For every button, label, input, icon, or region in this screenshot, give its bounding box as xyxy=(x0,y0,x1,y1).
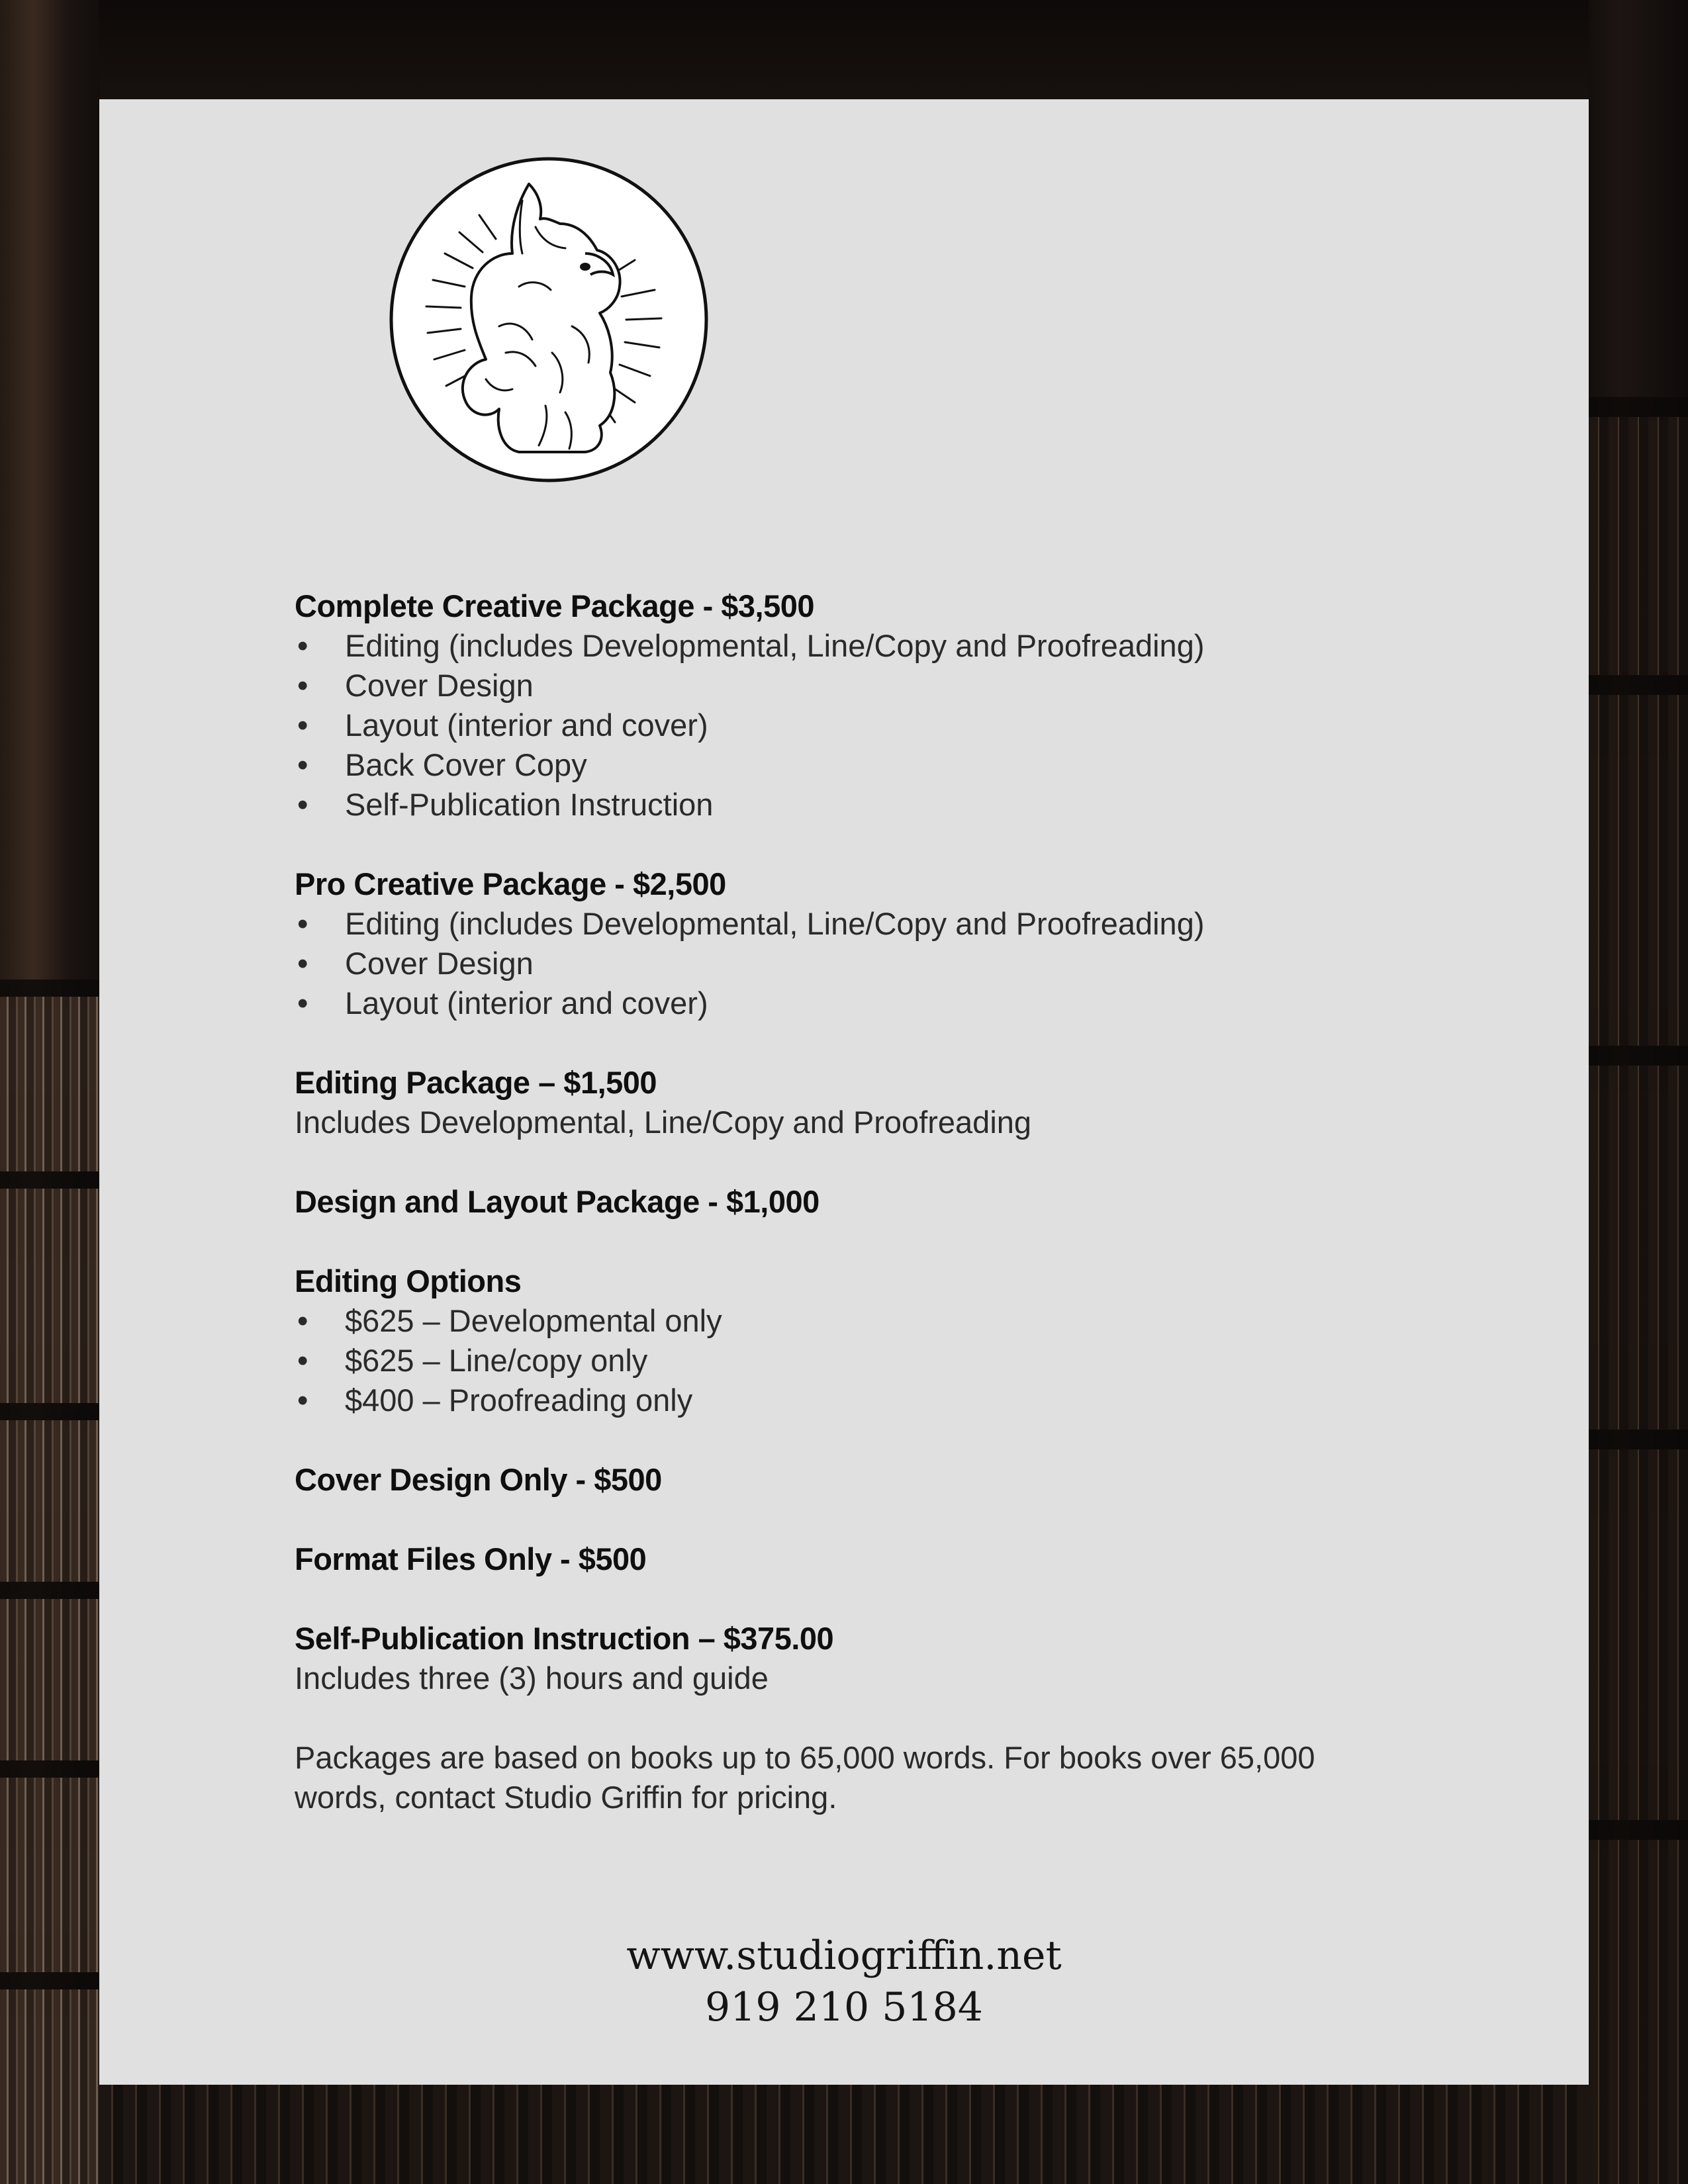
bullet-icon: • xyxy=(297,707,308,743)
bookshelf-right xyxy=(1589,397,1688,2184)
phone-number[interactable]: 919 210 5184 xyxy=(705,1984,983,2030)
list-item: • Editing (includes Developmental, Line/Copy and Proofreading) xyxy=(295,626,1420,666)
package-items xyxy=(295,904,1420,1023)
list-item: • Editing (includes Developmental, Line/Copy and Proofreading) xyxy=(295,904,1420,944)
bullet-icon: • xyxy=(297,1383,308,1418)
package-items xyxy=(295,626,1420,825)
griffin-seal-icon xyxy=(387,154,711,485)
brand-line-2 xyxy=(728,320,1157,473)
bullet-icon: • xyxy=(297,1343,308,1378)
bullet-icon: • xyxy=(297,668,308,703)
bullet-icon: • xyxy=(297,946,308,981)
bullet-icon: • xyxy=(297,787,308,822)
package-pro-creative xyxy=(295,864,1420,1023)
package-description: Includes Developmental, Line/Copy and Proofreading xyxy=(295,1105,1032,1140)
brand-wordmark xyxy=(728,162,1324,473)
package-title: Format Files Only - $500 xyxy=(295,1541,647,1576)
website-link[interactable]: www.studiogriffin.net xyxy=(626,1933,1062,1979)
package-self-publication xyxy=(295,1619,1420,1698)
contact-footer xyxy=(99,1931,1589,2032)
package-format-files xyxy=(295,1539,1420,1579)
list-item: • $625 – Developmental only xyxy=(295,1301,1420,1341)
package-title: Design and Layout Package - $1,000 xyxy=(295,1184,820,1219)
package-title: Self-Publication Instruction – $375.00 xyxy=(295,1621,834,1656)
bullet-icon: • xyxy=(297,628,308,663)
pricing-note: Packages are based on books up to 65,000 words. For books over 65,000 words, contact Studio Griffin for pricing. xyxy=(295,1740,1315,1815)
package-title: Editing Options xyxy=(295,1263,522,1298)
list-item: • Layout (interior and cover) xyxy=(295,983,1420,1023)
list-item: • Layout (interior and cover) xyxy=(295,705,1420,745)
package-cover-design xyxy=(295,1460,1420,1500)
package-editing xyxy=(295,1063,1420,1142)
package-items xyxy=(295,1301,1420,1420)
editing-options xyxy=(295,1261,1420,1420)
bullet-icon: • xyxy=(297,985,308,1021)
list-item: • $625 – Line/copy only xyxy=(295,1341,1420,1381)
bullet-icon: • xyxy=(297,906,308,941)
package-title: Pro Creative Package - $2,500 xyxy=(295,866,726,901)
list-item: • $400 – Proofreading only xyxy=(295,1381,1420,1420)
list-item: • Cover Design xyxy=(295,666,1420,705)
bookshelf-left xyxy=(0,979,99,2184)
package-description: Includes three (3) hours and guide xyxy=(295,1661,769,1696)
background-top xyxy=(99,0,1589,99)
package-title: Editing Package – $1,500 xyxy=(295,1065,657,1100)
package-title: Cover Design Only - $500 xyxy=(295,1462,662,1497)
package-complete-creative xyxy=(295,586,1420,825)
list-item: • Cover Design xyxy=(295,944,1420,983)
bullet-icon: • xyxy=(297,747,308,782)
price-list xyxy=(295,586,1420,1817)
background-bottom xyxy=(99,2085,1589,2184)
bullet-icon: • xyxy=(297,1303,308,1338)
list-item: • Back Cover Copy xyxy=(295,745,1420,785)
list-item: • Self-Publication Instruction xyxy=(295,785,1420,825)
package-title: Complete Creative Package - $3,500 xyxy=(295,588,815,623)
brand-line-1 xyxy=(728,162,1157,316)
package-design-layout xyxy=(295,1182,1420,1222)
